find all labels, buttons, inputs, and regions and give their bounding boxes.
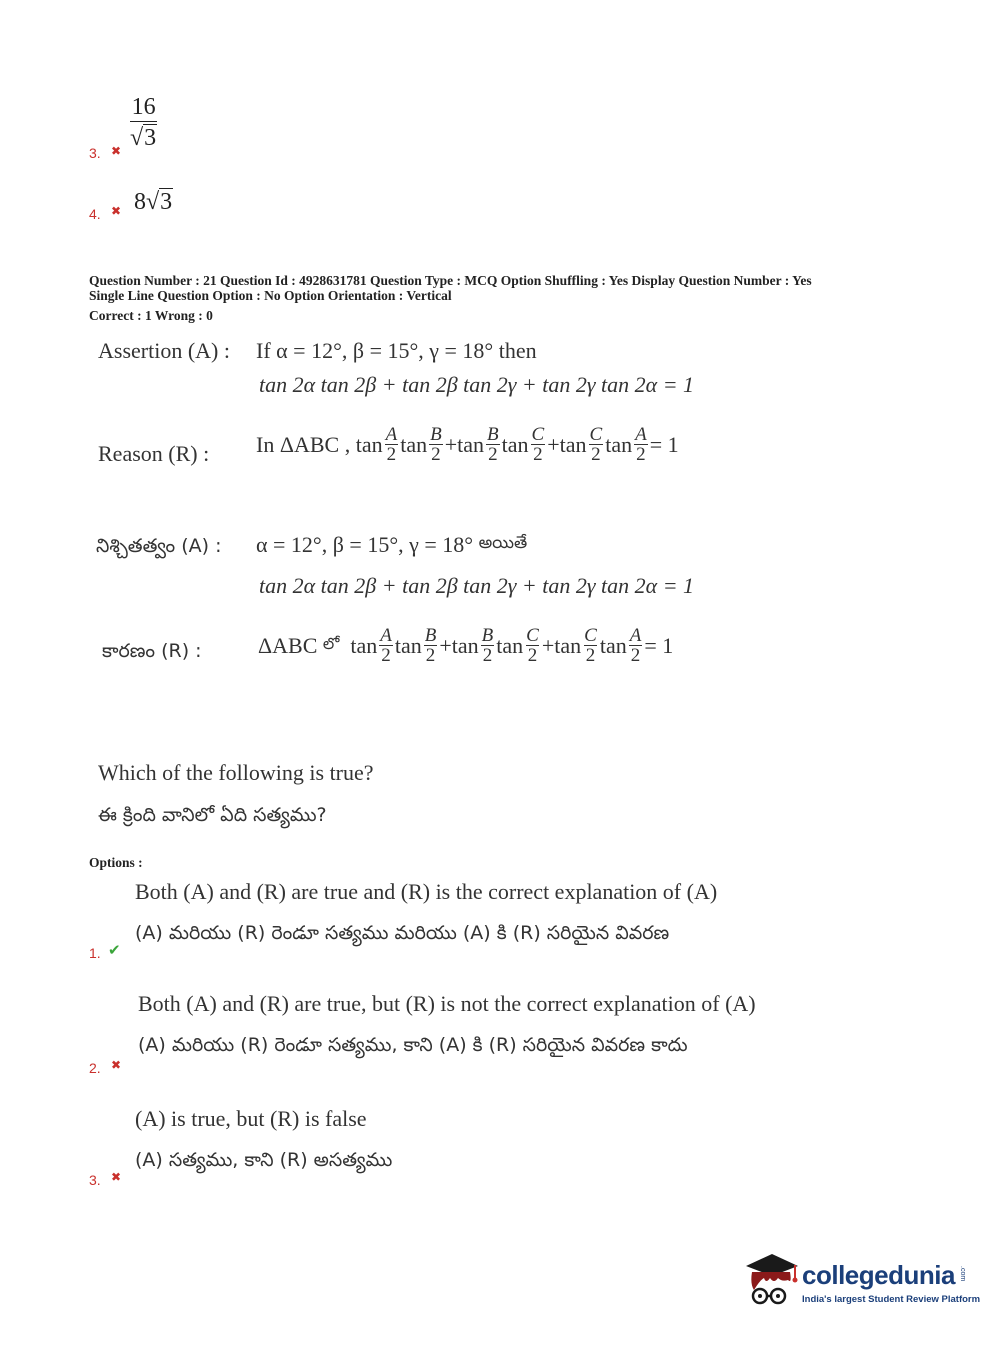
wrong-icon: ✖	[111, 204, 122, 218]
option-2-telugu: (A) మరియు (R) రెండూ సత్యము, కాని (A) కి (R) సరియైన వివరణ కాదు	[138, 1034, 688, 1056]
option-3-telugu: (A) సత్యము, కాని (R) అసత్యము	[135, 1149, 393, 1171]
option-number: 2.	[89, 1060, 101, 1076]
fraction-numerator: 16	[131, 94, 156, 120]
question-meta-line-3: Correct : 1 Wrong : 0	[89, 308, 213, 323]
assertion-label: Assertion (A) :	[98, 338, 230, 363]
assertion-line-2: tan 2α tan 2β + tan 2β tan 2γ + tan 2γ tan 2α = 1	[259, 372, 695, 397]
telugu-assertion-label: నిశ్చితత్వం (A) :	[96, 535, 222, 557]
wrong-icon: ✖	[111, 1170, 122, 1184]
option-2-english: Both (A) and (R) are true, but (R) is not the correct explanation of (A)	[138, 991, 756, 1016]
question-meta-line-2: Single Line Question Option : No Option Orientation : Vertical	[89, 288, 452, 303]
option-1-english: Both (A) and (R) are true and (R) is the correct explanation of (A)	[135, 879, 718, 904]
brand-suffix: .com	[959, 1266, 966, 1282]
brand-tagline: India's largest Student Review Platform	[802, 1294, 981, 1305]
radicand: 3	[160, 189, 173, 215]
prompt-telugu: ఈ క్రింది వానిలో ఏది సత్యము?	[98, 804, 327, 826]
wrong-icon: ✖	[111, 1058, 122, 1072]
reason-equation: In ΔABC , tan $\frac{A}{2}$ tan $\frac{B}{2}$ + tan $\frac{B}{2}$ tan $\frac{C}{2}$ + tan $\frac{C}{2}$ tan $\frac{A}{2}$ = 1	[256, 424, 679, 465]
option-4-math: 8 √ 3	[134, 189, 173, 215]
telugu-reason-equation: ΔABC లో tan $\frac{A}{2}$ tan $\frac{B}{2}$ + tan $\frac{B}{2}$ tan $\frac{C}{2}$ + tan $\frac{C}{2}$ tan $\frac{A}{2}$ = 1	[258, 625, 674, 666]
check-icon: ✔	[108, 941, 121, 959]
coefficient: 8	[134, 189, 146, 215]
collegedunia-watermark	[740, 1250, 981, 1320]
mascot-icon	[740, 1250, 802, 1312]
telugu-assertion-line-2: tan 2α tan 2β + tan 2β tan 2γ + tan 2γ tan 2α = 1	[259, 573, 695, 598]
telugu-assertion-line-1: α = 12°, β = 15°, γ = 18° అయితే	[256, 532, 528, 557]
option-number: 3.	[89, 1172, 101, 1188]
reason-label: Reason (R) :	[98, 441, 210, 466]
fraction-denominator: √ 3	[130, 121, 157, 152]
option-1-telugu: (A) మరియు (R) రెండూ సత్యము మరియు (A) కి (R) సరియైన వివరణ	[135, 922, 670, 944]
question-meta-line-1: Question Number : 21 Question Id : 4928631781 Question Type : MCQ Option Shuffling : Yes Display Question Number : Yes	[89, 273, 812, 288]
option-3-english: (A) is true, but (R) is false	[135, 1106, 367, 1131]
option-3-math	[130, 94, 157, 152]
option-number: 3.	[89, 145, 101, 161]
options-label: Options :	[89, 855, 143, 870]
wrong-icon: ✖	[111, 144, 122, 158]
reason-prefix: In ΔABC ,	[256, 431, 351, 457]
option-number: 4.	[89, 206, 101, 222]
prompt-english: Which of the following is true?	[98, 760, 374, 785]
assertion-line-1: If α = 12°, β = 15°, γ = 18° then	[256, 338, 537, 363]
brand-name: collegedunia	[802, 1260, 955, 1290]
telugu-reason-label: కారణం (R) :	[102, 640, 202, 662]
option-number: 1.	[89, 945, 101, 961]
